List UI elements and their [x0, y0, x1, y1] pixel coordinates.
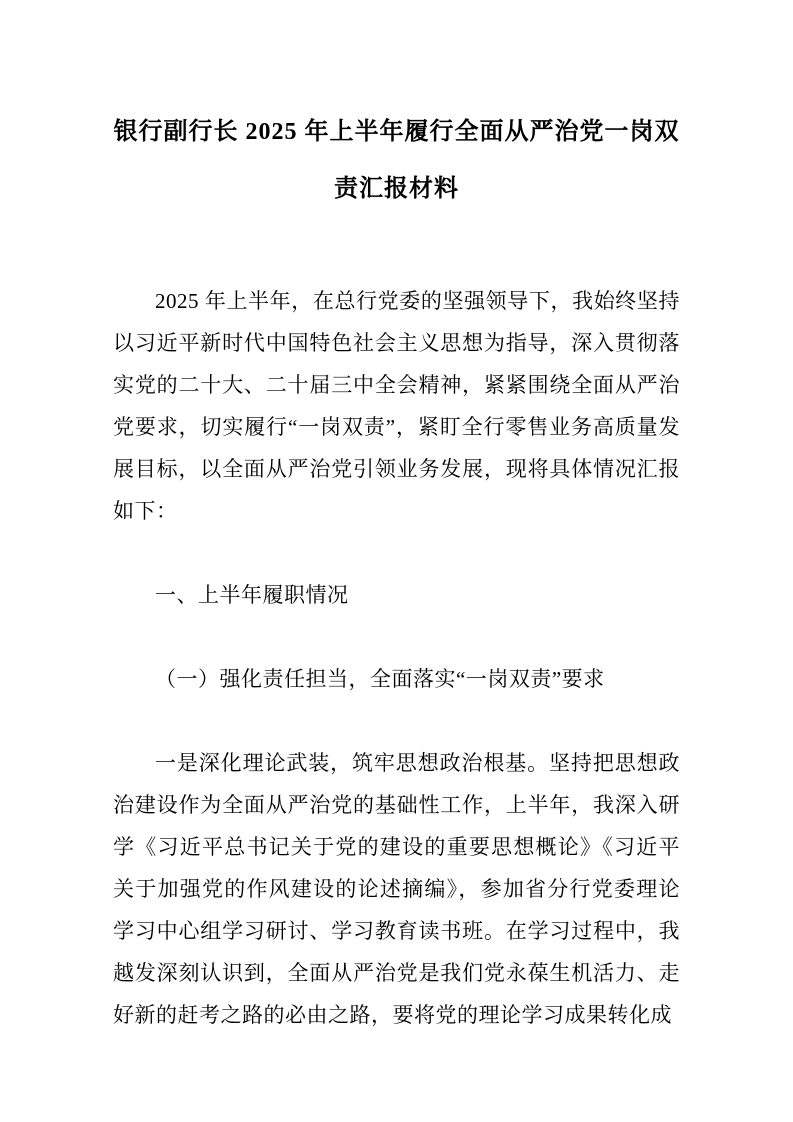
- section-heading-1: 一、上半年履职情况: [155, 583, 349, 607]
- subsection-heading-1-1: （一）强化责任担当，全面落实“一岗双责”要求: [155, 667, 605, 691]
- body-paragraph-1: 一是深化理论武装，筑牢思想政治根基。坚持把思想政治建设作为全面从严治党的基础性工作，上半年，我深入研学《习近平总书记关于党的建设的重要思想概论》《习近平关于加强党的作风建设的论述摘编》，参加省分行党委理论学习中心组学习研讨、学习教育读书班。在学习过程中，我越发深刻认识到，全面从严治党是我们党永葆生机活力、走好新的赶考之路的必由之路，要将党的理论学习成果转化成: [113, 751, 680, 1027]
- document-title: 银行副行长 2025 年上半年履行全面从严治党一岗双责汇报材料: [113, 119, 680, 202]
- intro-paragraph: 2025 年上半年，在总行党委的坚强领导下，我始终坚持以习近平新时代中国特色社会主义思想为指导，深入贯彻落实党的二十大、二十届三中全会精神，紧紧围绕全面从严治党要求，切实履行“一岗双责”，紧盯全行零售业务高质量发展目标，以全面从严治党引领业务发展，现将具体情况汇报如下：: [113, 289, 680, 523]
